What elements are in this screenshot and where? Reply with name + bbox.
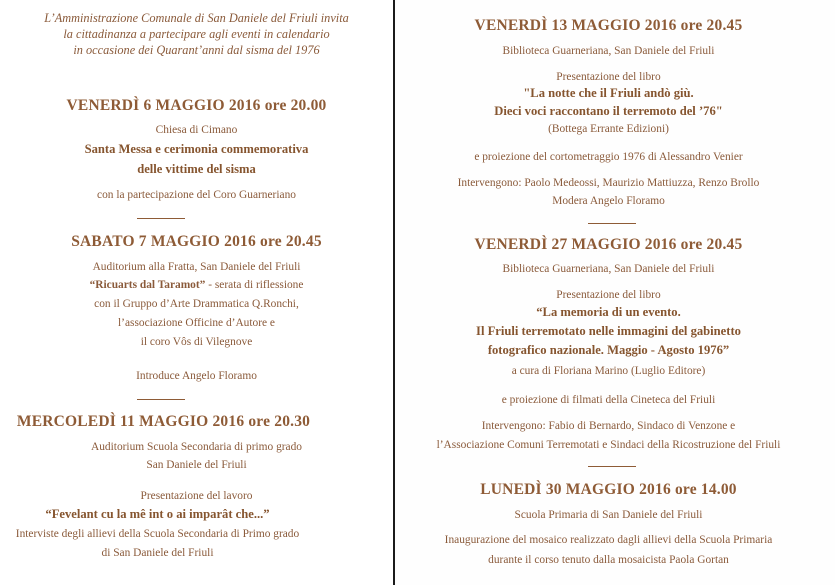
event-heading: LUNEDÌ 30 MAGGIO 2016 ore 14.00 xyxy=(480,481,737,498)
event-line: Inaugurazione del mosaico realizzato dagli allievi della Scuola Primaria xyxy=(444,534,773,546)
event-title: Il Friuli terremotato nelle immagini del gabinetto xyxy=(476,324,741,338)
event-title: Dieci voci raccontano il terremoto del ’76" xyxy=(494,104,723,118)
event-title: Santa Messa e cerimonia commemorativa xyxy=(84,142,309,156)
event-line: di San Daniele del Friuli xyxy=(101,547,214,559)
event-line: l’associazione Officine d’Autore e xyxy=(118,317,275,329)
event-location: Auditorium Scuola Secondaria di primo grado xyxy=(91,441,302,453)
event-location: Scuola Primaria di San Daniele del Friuli xyxy=(514,509,703,521)
event-title: “Fevelant cu la mê int o ai imparât che...” xyxy=(45,507,270,521)
event-title xyxy=(0,276,393,294)
event-note: con la partecipazione del Coro Guarneriano xyxy=(97,189,296,201)
event-speakers: l’Associazione Comuni Terremotati e Sindaci della Ricostruzione del Friuli xyxy=(436,439,781,451)
event-intro: Presentazione del lavoro xyxy=(140,490,253,502)
event-publisher: (Bottega Errante Edizioni) xyxy=(548,123,669,135)
event-title: fotografico nazionale. Maggio - Agosto 1976” xyxy=(487,343,730,357)
event-speakers: Intervengono: Paolo Medeossi, Maurizio Mattiuzza, Renzo Brollo xyxy=(457,177,760,189)
section-rule xyxy=(588,223,636,224)
left-page xyxy=(0,0,393,585)
event-line: durante il corso tenuto dalla mosaicista Paola Gortan xyxy=(488,554,729,566)
intro-line: L’Amministrazione Comunale di San Daniele del Friuli invita xyxy=(44,11,349,25)
event-heading: VENERDÌ 27 MAGGIO 2016 ore 20.45 xyxy=(474,236,743,253)
intro-line: la cittadinanza a partecipare agli eventi in calendario xyxy=(63,27,330,41)
event-location: San Daniele del Friuli xyxy=(146,459,247,471)
event-location: Auditorium alla Fratta, San Daniele del Friuli xyxy=(92,261,301,273)
event-extra: e proiezione del cortometraggio 1976 di Alessandro Venier xyxy=(474,151,743,163)
event-title-bold: “Ricuarts dal Taramot” xyxy=(89,279,206,291)
event-heading: VENERDÌ 13 MAGGIO 2016 ore 20.45 xyxy=(474,17,743,34)
event-line: Interviste degli allievi della Scuola Secondaria di Primo grado xyxy=(15,528,300,540)
section-rule xyxy=(588,466,636,467)
event-title: “La memoria di un evento. xyxy=(536,305,681,319)
event-line: il coro Vôs di Vilegnove xyxy=(140,336,253,348)
event-location: Biblioteca Guarneriana, San Daniele del Friuli xyxy=(502,263,715,275)
event-extra: e proiezione di filmati della Cineteca del Friuli xyxy=(501,394,716,406)
event-line: con il Gruppo d’Arte Drammatica Q.Ronchi, xyxy=(94,298,299,310)
event-publisher: a cura di Floriana Marino (Luglio Editore) xyxy=(511,365,706,377)
event-heading: VENERDÌ 6 MAGGIO 2016 ore 20.00 xyxy=(66,97,327,114)
event-title: "La notte che il Friuli andò giù. xyxy=(523,86,694,100)
event-title-rest: - serata di riflessione xyxy=(205,279,304,291)
section-rule xyxy=(137,399,185,400)
event-intro: Presentazione del libro xyxy=(556,71,661,83)
event-speakers: Modera Angelo Floramo xyxy=(552,195,665,207)
event-intro: Presentazione del libro xyxy=(556,289,661,301)
section-rule xyxy=(137,218,185,219)
event-location: Biblioteca Guarneriana, San Daniele del Friuli xyxy=(502,45,715,57)
event-note: Introduce Angelo Floramo xyxy=(136,370,257,382)
right-page xyxy=(397,0,835,585)
event-speakers: Intervengono: Fabio di Bernardo, Sindaco di Venzone e xyxy=(481,420,736,432)
event-heading: SABATO 7 MAGGIO 2016 ore 20.45 xyxy=(71,233,322,250)
event-location: Chiesa di Cimano xyxy=(155,124,238,136)
event-heading: MERCOLEDÌ 11 MAGGIO 2016 ore 20.30 xyxy=(16,413,311,430)
event-title: delle vittime del sisma xyxy=(137,162,256,176)
intro-line: in occasione dei Quarant’anni dal sisma del 1976 xyxy=(73,43,320,57)
